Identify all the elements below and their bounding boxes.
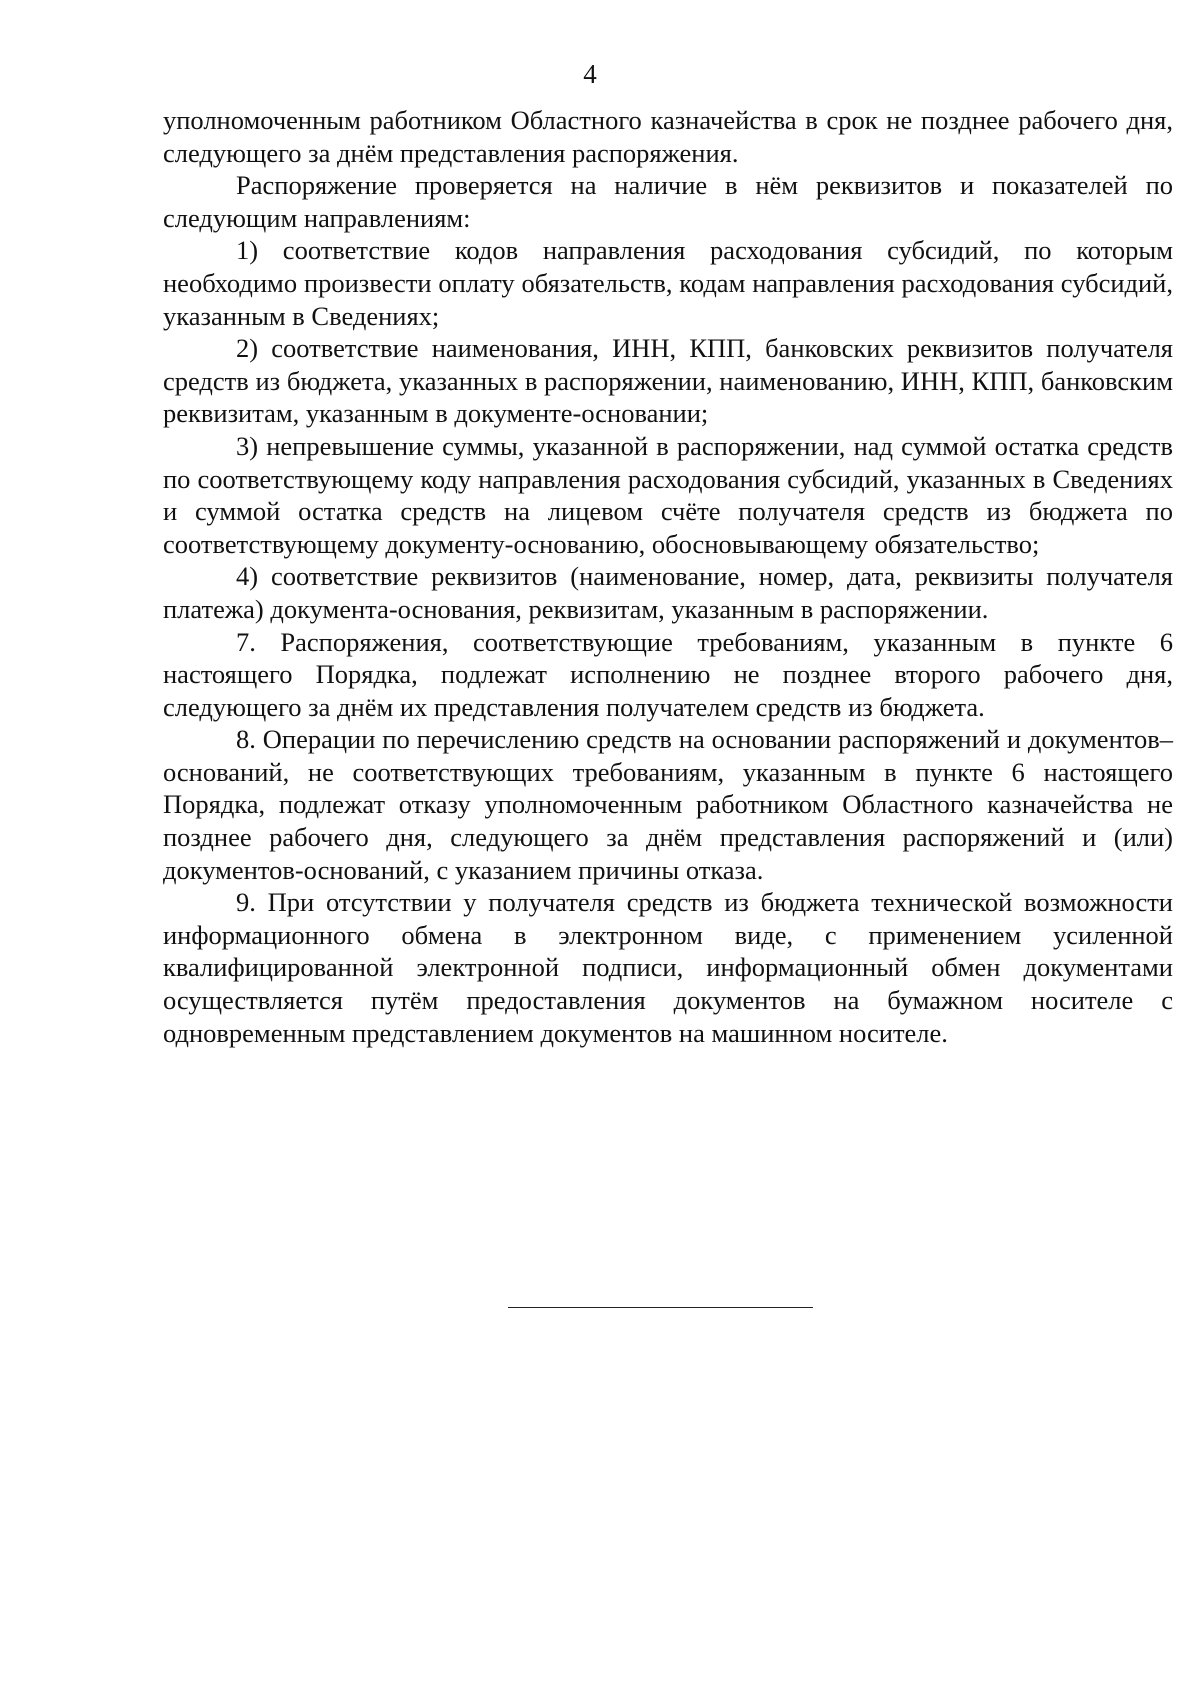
clause-8: 8. Операции по перечислению средств на основании распоряжений и документов–оснований, не соответствующих требованиям, указанным в пункте 6 настоящего Порядка, подлежат отказу уполномоченным работником Областного казначейства не позднее рабочего дня, следующего за днём представления распоряжений и (или) документов-оснований, с указанием причины отказа.	[163, 724, 1173, 885]
document-body	[163, 104, 1173, 1049]
list-item-1: 1) соответствие кодов направления расходования субсидий, по которым необходимо произвести оплату обязательств, кодам направления расходования субсидий, указанным в Сведениях;	[163, 235, 1173, 331]
end-of-document-rule	[508, 1307, 813, 1308]
paragraph-check-intro: Распоряжение проверяется на наличие в нём реквизитов и показателей по следующим направлениям:	[163, 170, 1173, 233]
list-item-4: 4) соответствие реквизитов (наименование, номер, дата, реквизиты получателя платежа) документа-основания, реквизитам, указанным в распоряжении.	[163, 561, 1173, 624]
page-number: 4	[583, 59, 597, 89]
clause-9: 9. При отсутствии у получателя средств из бюджета технической возможности информационного обмена в электронном виде, с применением усиленной квалифицированной электронной подписи, информационный обмен документами осуществляется путём предоставления документов на бумажном носителе с одновременным представлением документов на машинном носителе.	[163, 887, 1173, 1048]
list-item-3: 3) непревышение суммы, указанной в распоряжении, над суммой остатка средств по соответствующему коду направления расходования субсидий, указанных в Сведениях и суммой остатка средств на лицевом счёте получателя средств из бюджета по соответствующему документу-основанию, обосновывающему обязательство;	[163, 430, 1173, 559]
clause-7: 7. Распоряжения, соответствующие требованиям, указанным в пункте 6 настоящего Порядка, подлежат исполнению не позднее второго рабочего дня, следующего за днём их представления получателем средств из бюджета.	[163, 626, 1173, 722]
paragraph-continuation: уполномоченным работником Областного казначейства в срок не позднее рабочего дня, следующего за днём представления распоряжения.	[163, 105, 1173, 168]
list-item-2: 2) соответствие наименования, ИНН, КПП, банковских реквизитов получателя средств из бюджета, указанных в распоряжении, наименованию, ИНН, КПП, банковским реквизитам, указанным в документе-основании;	[163, 333, 1173, 429]
